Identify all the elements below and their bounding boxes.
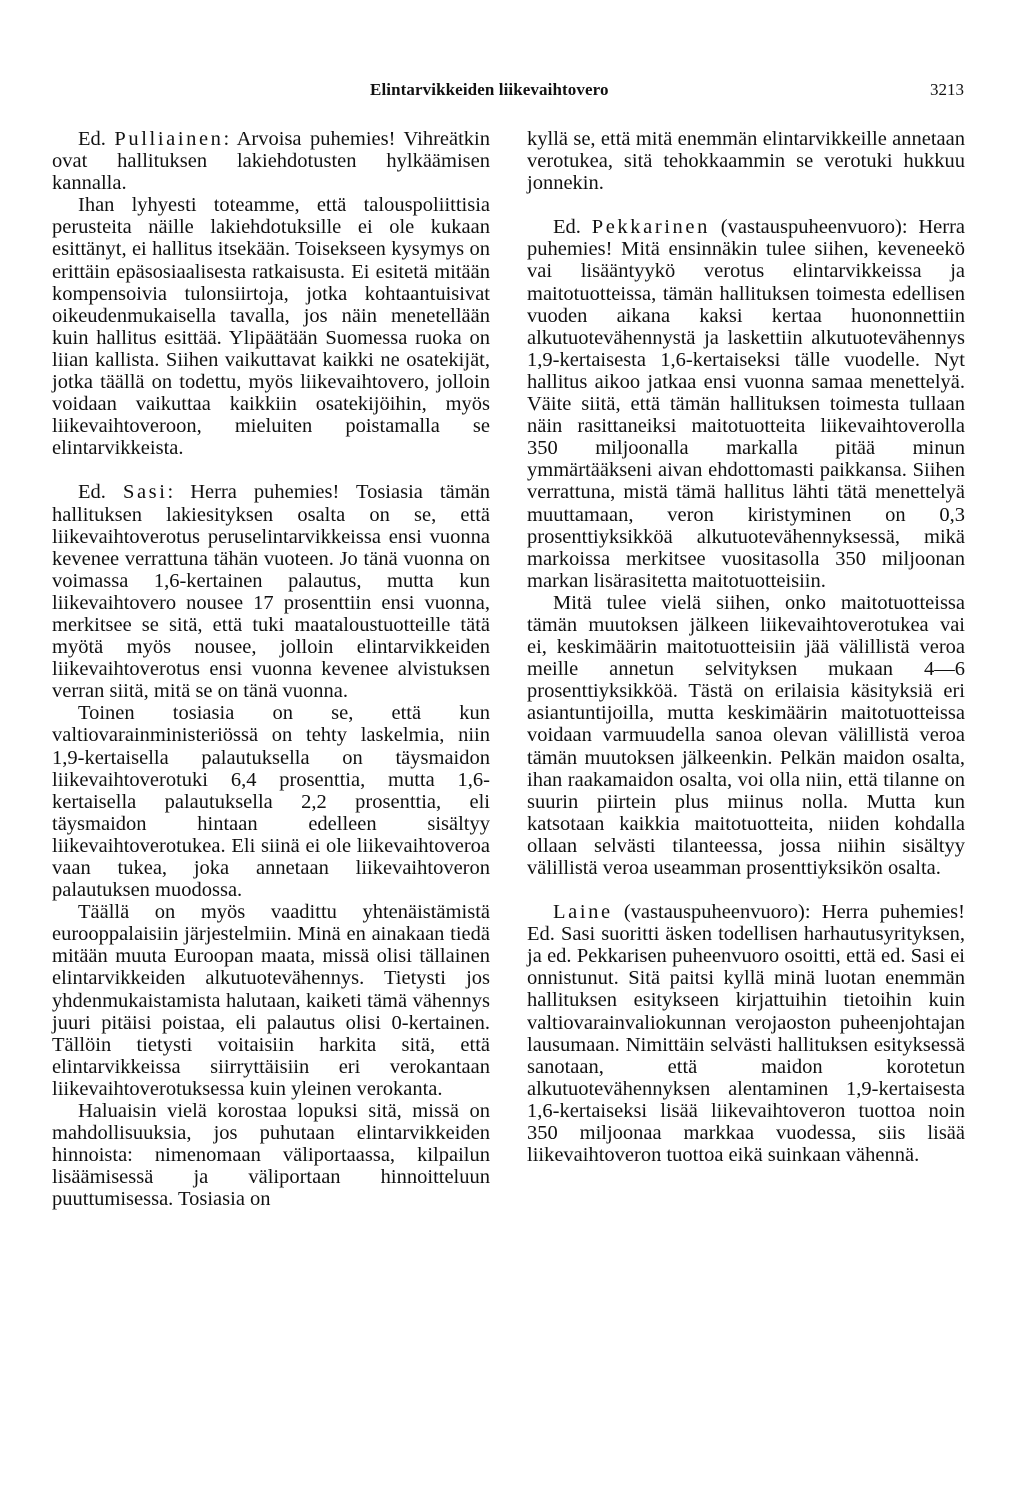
paragraph: Toinen tosiasia on se, että kun valtiovarainministeriössä on tehty laskelmia, niin 1,9-kertaisella palautuksella on täysmaidon liikevaihtoverotuki 6,4 prosenttia, mutta 1,6-kertaisella palautuksella 2,2 prosenttia, eli täysmaidon hintaan edelleen sisältyy liikevaihtoverotukea. Eli siinä ei ole liikevaihtoveroa vaan tukea, joka annetaan liikevaihtoveron palautuksen muodossa.	[52, 702, 490, 902]
running-head-title: Elintarvikkeiden liikevaihtovero	[370, 80, 609, 99]
page-number: 3213	[930, 80, 964, 99]
paragraph: Haluaisin vielä korostaa lopuksi sitä, missä on mahdollisuuksia, jos puhutaan elintarvikkeiden hinnoista: nimenomaan väliportaassa, kilpailun lisäämisessä ja väliportaan hinnoitteluun puuttumisessa. Tosiasia on	[52, 1100, 490, 1211]
speaker-name: Pekkarinen	[591, 216, 710, 239]
paragraph-continued: kyllä se, että mitä enemmän elintarvikkeille annetaan verotukea, sitä tehokkaammin se verotuki hukkuu jonnekin.	[527, 128, 965, 195]
paragraph: Mitä tulee vielä siihen, onko maitotuotteissa tämän muutoksen jälkeen liikevaihtoverotukea vai ei, keskimäärin maitotuotteisiin jää välillistä veroa meille annetun selvityksen mukaan 4—6 prosenttiyksikköä. Tästä on erilaisia käsityksiä eri asiantuntijoilla, mutta keskimäärin maitotuotteissa voidaan varmuudella sanoa olevan välillistä veroa tämän muutoksen jälkeenkin. Pelkän maidon osalta, ihan raakamaidon osalta, voi olla niin, että tilanne on suurin piirtein plus miinus nolla. Mutta kun katsotaan kaikkia maitotuotteita, niiden kohdalla ollaan selvästi tilanteessa, jossa niihin sisältyy välillistä veroa useamman prosenttiyksikön osalta.	[527, 591, 965, 879]
speech-text: : Arvoisa puhemies! Vihreätkin ovat hallituksen lakiehdotusten hylkäämisen kannalla.	[52, 128, 490, 195]
speech-text: : Herra puhemies! Tosiasia tämän hallituksen lakiesityksen osalta on se, että liikevaihtoverotus peruselintarvikkeissa ensi vuonna kevenee verrattuna tähän vuoteen. Jo tänä vuonna on voimassa 1,6-kertainen palautus, mutta kun liikevaihtovero nousee 17 prosenttiin ensi vuonna, merkitsee se sitä, että tuki maataloustuotteille tätä myötä myös nousee, jolloin elintarvikkeiden liikevaihtoverotus ensi vuonna kevenee alvistuksen verran siitä, mitä se on tänä vuonna.	[52, 481, 490, 703]
speech-prefix: Ed.	[78, 128, 115, 150]
speaker-name: Pulliainen	[114, 128, 224, 150]
speech-pekkarinen	[527, 216, 965, 592]
paragraph: Ihan lyhyesti toteamme, että talouspoliittisia perusteita näille lakiehdotuksille ei ole kukaan esittänyt, ei hallitus itsekään. Toisekseen kysymys on erittäin epäsosiaalisesta ratkaisusta. Ei esitetä mitään kompensoivia tulonsiirtoja, jotka kohtaantuisivat oikeudenmukaisella tavalla, jos näin menetellään kuin hallitus esittää. Ylipäätään Suomessa ruoka on liian kallista. Siihen vaikuttavat kaikki ne osatekijät, jotka täällä on todettu, myös liikevaihtovero, jolloin voidaan vaikuttaa kaikkiin osatekijöihin, myös liikevaihtoveroon, mieluiten poistamalla se elintarvikkeista.	[52, 194, 490, 460]
paragraph: Täällä on myös vaadittu yhtenäistämistä eurooppalaisiin järjestelmiin. Minä en ainakaan tiedä mitään muuta Euroopan maata, missä olisi tällainen elintarvikkeiden alkutuotevähennys. Tietysti jos yhdenmukaistamista halutaan, kaiketi tämä vähennys juuri pitäisi poistaa, eli palautus olisi 0-kertainen. Tällöin tietysti voitaisiin harkita sitä, että elintarvikkeissa siirryttäisiin eri verokantaan liikevaihtoverotuksessa kuin yleinen verokanta.	[52, 901, 490, 1100]
speech-laine	[527, 901, 965, 1166]
speech-sasi	[52, 481, 490, 702]
speech-text: (vastauspuheenvuoro): Herra puhemies! Ed. Sasi suoritti äsken todellisen harhautusyrityksen, ja ed. Pekkarisen puheenvuoro osoitti, että ed. Sasi ei onnistunut. Sitä paitsi kyllä minä luotan enemmän hallituksen esitykseen kirjattuihin tietoihin kuin valtiovarainvaliokunnan verojaoston puheenjohtajan lausumaan. Nimittäin selvästi hallituksen esityksessä sanotaan, että maidon korotetun alkutuotevähennyksen alentaminen 1,9-kertaisesta 1,6-kertaiseksi lisää liikevaihtoveron tuottoa noin 350 miljoonaa markkaa vuodessa, siis lisää liikevaihtoveron tuottoa eikä suinkaan vähennä.	[527, 901, 965, 1167]
speech-prefix: Ed.	[553, 216, 592, 239]
speech-pulliainen	[52, 128, 490, 194]
speaker-name: Laine	[553, 901, 613, 924]
speaker-name: Sasi	[122, 481, 168, 504]
speech-text: (vastauspuheenvuoro): Herra puhemies! Mitä ensinnäkin tulee siihen, keveneekö vai lisääntyykö verotus elintarvikkeissa ja maitotuotteissa, tämän hallituksen toimesta edellisen vuoden aikana kaksi kertaa huononnettiin alkutuotevähennystä ja laskettiin alkutuotevähennys 1,9-kertaisesta 1,6-kertaiseksi tälle vuodelle. Nyt hallitus aikoo jatkaa ensi vuonna samaa menettelyä. Väite siitä, että tämän hallituksen toimesta tullaan näin rasittaneiksi maitotuotteita liikevaihtoverolla 350 miljoonalla markalla pitää minun ymmärtääkseni aivan ehdottomasti paikkansa. Siihen verrattuna, mistä tämä hallitus lähti tätä menettelyä muuttamaan, veron kiristyminen on 0,3 prosenttiyksikköä alkutuotevähennyksessä, mikä markoissa merkitsee vuositasolla 350 miljoonan markan lisärasitetta maitotuotteisiin.	[527, 216, 965, 592]
right-column	[527, 128, 965, 1166]
speech-prefix: Ed.	[78, 481, 123, 504]
left-column	[52, 128, 490, 1211]
